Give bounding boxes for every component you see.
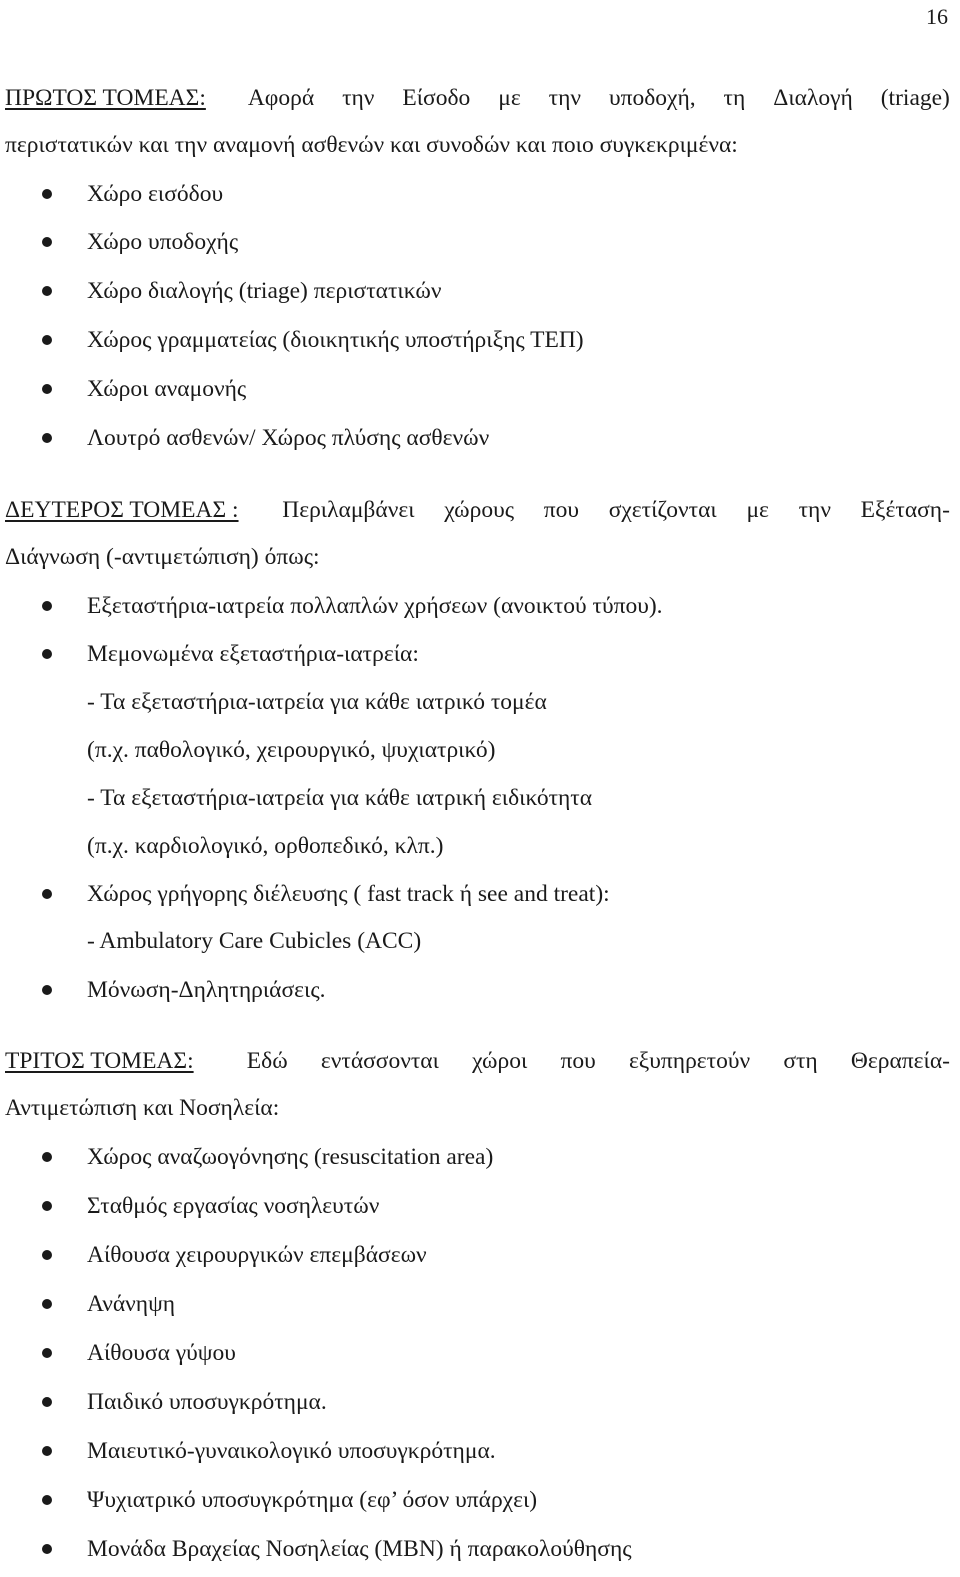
list-item: Μαιευτικό-γυναικολογικό υποσυγκρότημα. — [87, 1438, 496, 1464]
word: που — [560, 1048, 596, 1074]
list-item: Χώρος γραμματείας (διοικητικής υποστήριξης ΤΕΠ) — [87, 327, 584, 353]
list-item: Ψυχιατρικό υποσυγκρότημα (εφ’ όσον υπάρχει) — [87, 1487, 538, 1513]
word: Εξέταση- — [860, 497, 950, 523]
list-item: Λουτρό ασθενών/ Χώρος πλύσης ασθενών — [87, 425, 490, 451]
word: με — [746, 497, 769, 523]
list-item: Χώρο υποδοχής — [87, 229, 239, 255]
list-item: Μονάδα Βραχείας Νοσηλείας (ΜΒΝ) ή παρακολούθησης — [87, 1536, 632, 1562]
list-item: Εξεταστήρια-ιατρεία πολλαπλών χρήσεων (ανοικτού τύπου). — [87, 593, 663, 619]
word: με — [498, 85, 521, 111]
bullet-icon — [42, 237, 52, 247]
sub-item: - Τα εξεταστήρια-ιατρεία για κάθε ιατρική ειδικότητα — [87, 785, 593, 811]
word: σχετίζονται — [608, 497, 717, 523]
word: Περιλαμβάνει — [282, 497, 415, 523]
list-item: Χώρος γρήγορης διέλευσης ( fast track ή see and treat): — [87, 881, 610, 907]
section3-heading: ΤΡΙΤΟΣ ΤΟΜΕΑΣ: — [5, 1048, 194, 1074]
section1-intro-line1 — [5, 87, 950, 111]
bullet-icon — [42, 1152, 52, 1162]
bullet-icon — [42, 189, 52, 199]
bullet-icon — [42, 384, 52, 394]
word: την — [798, 497, 831, 523]
sub-item: (π.χ. παθολογικό, χειρουργικό, ψυχιατρικό) — [87, 737, 496, 763]
bullet-icon — [42, 1544, 52, 1554]
section3-intro-line2: Αντιμετώπιση και Νοσηλεία: — [5, 1095, 280, 1121]
word: Θεραπεία- — [850, 1048, 950, 1074]
word: την — [548, 85, 581, 111]
list-item: Μόνωση-Δηλητηριάσεις. — [87, 977, 326, 1003]
bullet-icon — [42, 286, 52, 296]
bullet-icon — [42, 1495, 52, 1505]
word: χώροι — [472, 1048, 528, 1074]
list-item: Χώρος αναζωογόνησης (resuscitation area) — [87, 1144, 494, 1170]
word: Είσοδο — [402, 85, 471, 111]
sub-item: (π.χ. καρδιολογικό, ορθοπεδικό, κλπ.) — [87, 833, 444, 859]
word: Εδώ — [246, 1048, 288, 1074]
section2-intro-line2: Διάγνωση (-αντιμετώπιση) όπως: — [5, 544, 320, 570]
list-item: Ανάνηψη — [87, 1291, 176, 1317]
list-item: Μεμονωμένα εξεταστήρια-ιατρεία: — [87, 641, 419, 667]
bullet-icon — [42, 985, 52, 995]
bullet-icon — [42, 1397, 52, 1407]
section1-intro-line2: περιστατικών και την αναμονή ασθενών και συνοδών και ποιο συγκεκριμένα: — [5, 132, 738, 158]
bullet-icon — [42, 1201, 52, 1211]
list-item: Χώρο διαλογής (triage) περιστατικών — [87, 278, 442, 304]
bullet-icon — [42, 1446, 52, 1456]
sub-item: - Τα εξεταστήρια-ιατρεία για κάθε ιατρικό τομέα — [87, 689, 547, 715]
list-item: Σταθμός εργασίας νοσηλευτών — [87, 1193, 380, 1219]
list-item: Χώρο εισόδου — [87, 181, 224, 207]
word: εντάσσονται — [320, 1048, 439, 1074]
bullet-icon — [42, 601, 52, 611]
section2-heading: ΔΕΥΤΕΡΟΣ ΤΟΜΕΑΣ : — [5, 497, 239, 523]
word: υποδοχή, — [608, 85, 696, 111]
page-number: 16 — [926, 4, 948, 29]
word: Διαλογή — [773, 85, 853, 111]
bullet-icon — [42, 335, 52, 345]
section2-intro-line1 — [5, 499, 950, 523]
word: (triage) — [880, 85, 950, 111]
word: Αφορά — [247, 85, 315, 111]
word: την — [342, 85, 375, 111]
word: που — [543, 497, 579, 523]
word: χώρους — [444, 497, 515, 523]
list-item: Παιδικό υποσυγκρότημα. — [87, 1389, 327, 1415]
bullet-icon — [42, 649, 52, 659]
word: στη — [783, 1048, 818, 1074]
bullet-icon — [42, 1348, 52, 1358]
sub-item: - Ambulatory Care Cubicles (ACC) — [87, 928, 422, 954]
bullet-icon — [42, 1299, 52, 1309]
bullet-icon — [42, 1250, 52, 1260]
list-item: Αίθουσα γύψου — [87, 1340, 236, 1366]
list-item: Αίθουσα χειρουργικών επεμβάσεων — [87, 1242, 427, 1268]
word: εξυπηρετούν — [628, 1048, 751, 1074]
section1-heading: ΠΡΩΤΟΣ ΤΟΜΕΑΣ: — [5, 85, 206, 111]
bullet-icon — [42, 433, 52, 443]
section3-intro-line1 — [5, 1050, 950, 1074]
bullet-icon — [42, 889, 52, 899]
word: τη — [723, 85, 746, 111]
list-item: Χώροι αναμονής — [87, 376, 247, 402]
